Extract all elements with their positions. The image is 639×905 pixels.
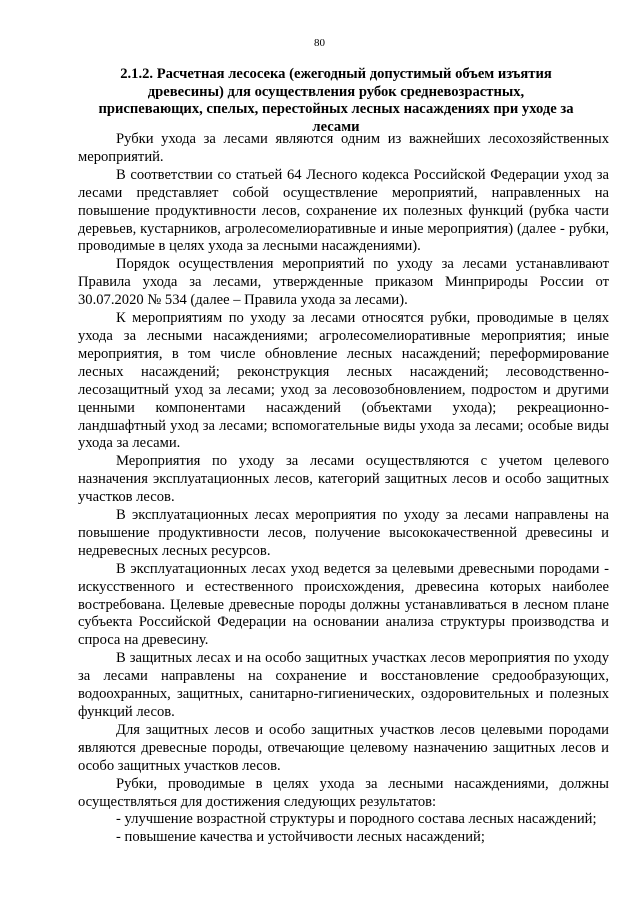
paragraph: В эксплуатационных лесах мероприятия по уходу за лесами направлены на повышение продуктивности лесов, получение высококачественной древесины и недревесных лесных ресурсов. [78,507,609,559]
body-text [78,131,609,847]
list-item: - повышение качества и устойчивости лесных насаждений; [116,829,485,846]
section-heading: 2.1.2. Расчетная лесосека (ежегодный допустимый объем изъятия древесины) для осуществления рубок средневозрастных, приспевающих, спелых, перестойных лесных насаждениях при уходе за лесами [98,66,574,135]
paragraph: Порядок осуществления мероприятий по уходу за лесами устанавливают Правила ухода за лесами, утвержденные приказом Минприроды России от 30.07.2020 № 534 (далее – Правила ухода за лесами). [78,256,609,309]
paragraph: Рубки, проводимые в целях ухода за лесными насаждениями, должны осуществляться для достижения следующих результатов: [78,775,609,810]
paragraph: Для защитных лесов и особо защитных участков лесов целевыми породами являются древесные породы, отвечающие целевому назначению защитных лесов и особо защитных участков лесов. [78,721,609,774]
paragraph: В эксплуатационных лесах уход ведется за целевыми древесными породами - искусственного и естественного происхождения, древесина которых наиболее востребована. Целевые древесные породы должны устанавливаться в лесном плане субъекта Российской Федерации на основании анализа структуры производства и спроса на древесину. [78,560,609,649]
paragraph: В защитных лесах и на особо защитных участках лесов мероприятия по уходу за лесами направлены на сохранение и восстановление средообразующих, водоохранных, защитных, санитарно-гигиенических, оздоровительных и полезных функций лесов. [78,650,609,720]
list-item: - улучшение возрастной структуры и породного состава лесных насаждений; [116,811,597,828]
paragraph: В соответствии со статьей 64 Лесного кодекса Российской Федерации уход за лесами представляет собой осуществление мероприятий, направленных на повышение продуктивности лесов, сохранение их полезных функций (рубка части деревьев, кустарников, агролесомелиоративные и иные мероприятия) (далее - рубки, проводимые в целях ухода за лесными насаждениями). [78,166,609,255]
paragraph: К мероприятиям по уходу за лесами относятся рубки, проводимые в целях ухода за лесными насаждениями; агролесомелиоративные мероприятия; иные мероприятия, в том числе обновление лесных насаждений; переформирование лесных насаждений; реконструкция лесных насаждений; лесоводственно-лесозащитный уход за лесами; уход за лесовозобновлением, подростом и другими ценными компонентами насаждений (объектами ухода); рекреационно-ландшафтный уход за лесами; вспомогательные виды ухода за лесами; особые виды ухода за лесами. [78,310,609,452]
page-number: 80 [314,37,325,49]
paragraph: Рубки ухода за лесами являются одним из важнейших лесохозяйственных мероприятий. [78,131,609,165]
paragraph: Мероприятия по уходу за лесами осуществляются с учетом целевого назначения эксплуатационных лесов, категорий защитных лесов и особо защитных участков лесов. [78,453,609,506]
